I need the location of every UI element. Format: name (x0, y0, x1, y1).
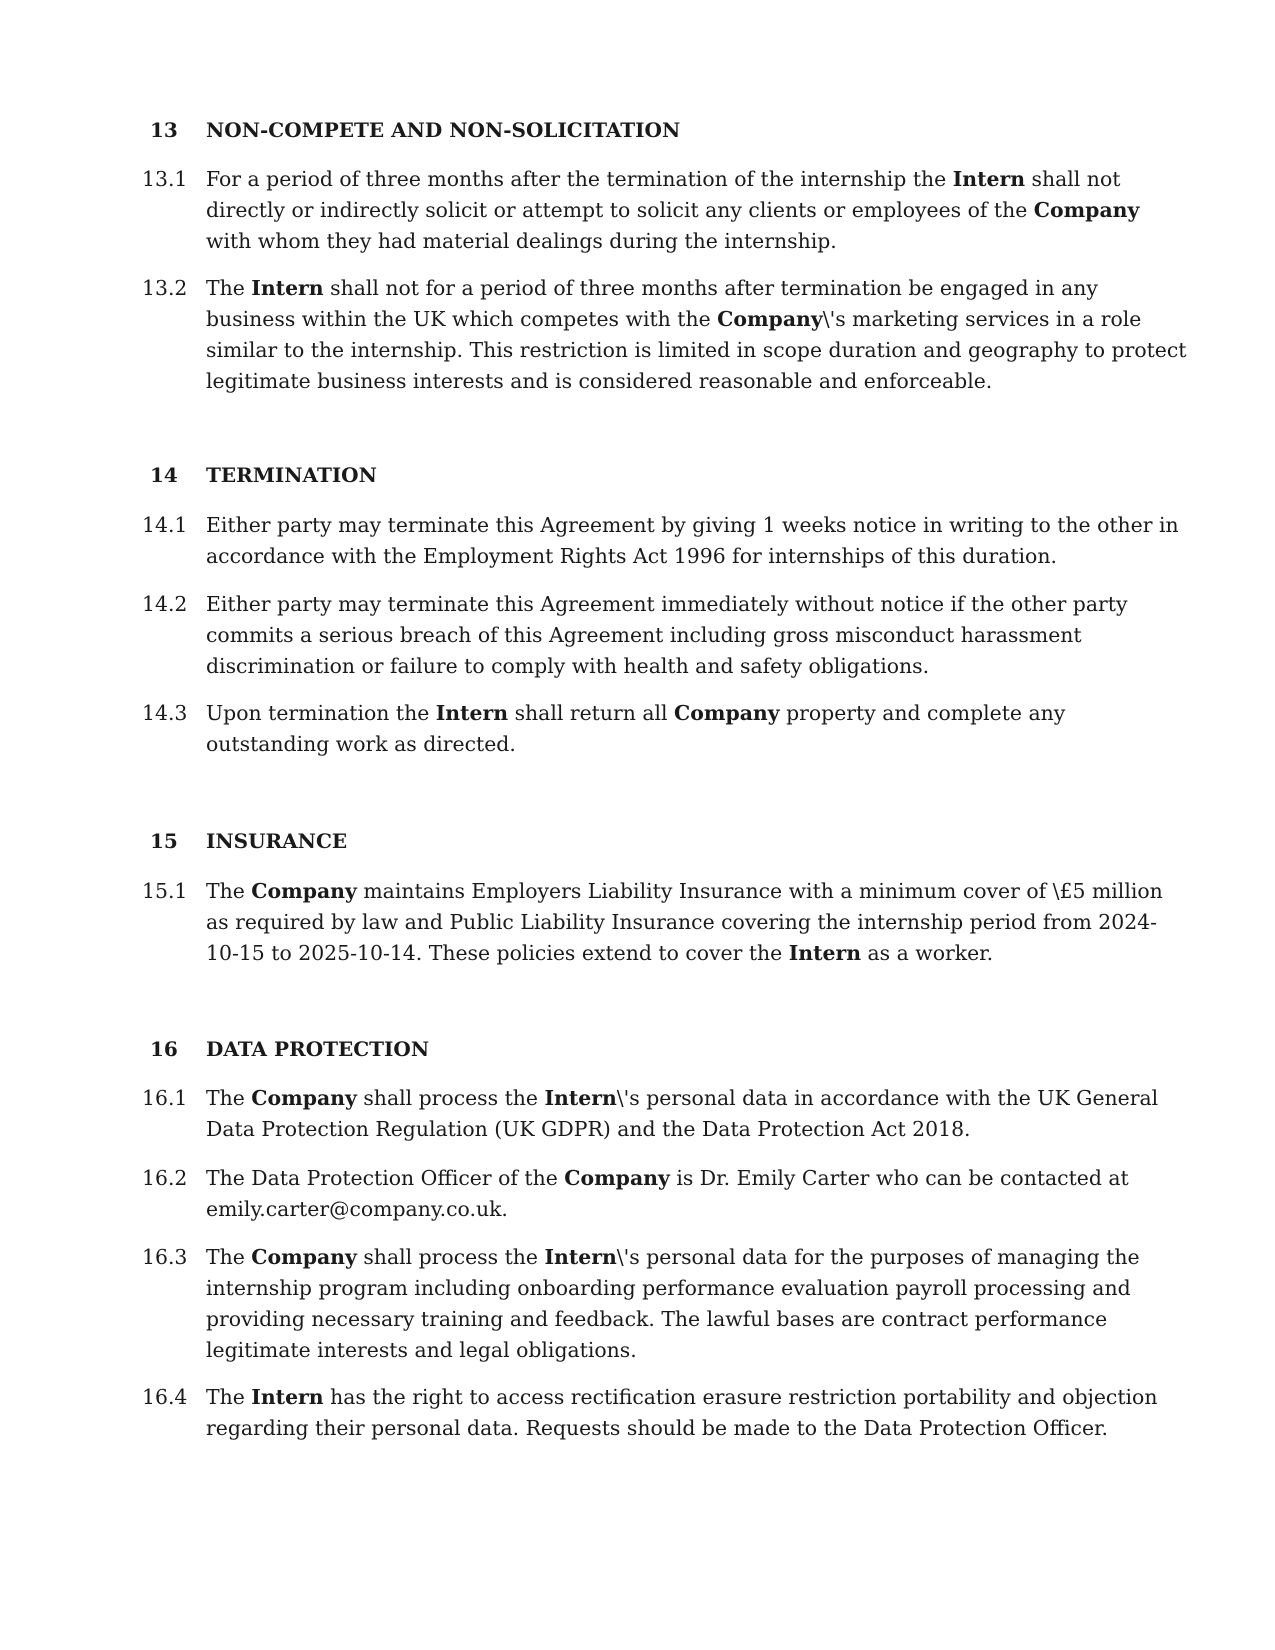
text-run: maintains Employers Liability Insurance with a minimum cover of \£5 million (356, 879, 1163, 903)
section-number: 15 (150, 829, 178, 853)
clause-number: 14.3 (142, 701, 188, 725)
text-run: The Data Protection Officer of the (206, 1166, 565, 1190)
defined-term: Intern (251, 1385, 324, 1409)
clause-line (206, 1413, 1108, 1444)
text-run: similar to the internship. This restriction is limited in scope duration and geography to protect (206, 338, 1187, 362)
text-run: with whom they had material dealings during the internship. (206, 229, 837, 253)
text-run: as required by law and Public Liability Insurance covering the internship period from 2024- (206, 910, 1158, 934)
text-run: The (206, 276, 252, 300)
text-run: regarding their personal data. Requests should be made to the Data Protection Officer. (206, 1416, 1109, 1440)
defined-term: Intern (544, 1245, 617, 1269)
clause-line (206, 698, 1065, 729)
clause-line (206, 304, 1141, 335)
clause-line (206, 651, 929, 682)
text-run: \'s marketing services in a role (822, 307, 1142, 331)
clause-line (206, 907, 1157, 938)
text-run: commits a serious breach of this Agreement including gross misconduct harassment (206, 623, 1082, 647)
section-title: DATA PROTECTION (206, 1037, 430, 1061)
text-run: shall process the (356, 1245, 545, 1269)
clause-line (206, 876, 1163, 907)
clause-line (206, 335, 1187, 366)
clause-line (206, 226, 837, 257)
clause-number: 15.1 (142, 879, 188, 903)
defined-term: Company (1033, 198, 1140, 222)
text-run: internship program including onboarding performance evaluation payroll processing and (206, 1276, 1131, 1300)
defined-term: Intern (435, 701, 509, 725)
clause-line (206, 164, 1120, 195)
text-run: Data Protection Regulation (UK GDPR) and the Data Protection Act 2018. (206, 1117, 971, 1141)
defined-term: Company (251, 1086, 357, 1110)
text-run: business within the UK which competes with the (206, 307, 718, 331)
section-number: 13 (150, 118, 178, 142)
clause-line (206, 273, 1098, 304)
clause-line (206, 510, 1179, 541)
section-number: 14 (150, 463, 178, 487)
clause-line (206, 729, 516, 760)
clause-line (206, 195, 1139, 226)
text-run: shall return all (508, 701, 675, 725)
text-run: Upon termination the (206, 701, 436, 725)
clause-number: 16.2 (142, 1166, 188, 1190)
text-run: directly or indirectly solicit or attempt to solicit any clients or employees of the (206, 198, 1034, 222)
clause-line (206, 1163, 1129, 1194)
clause-number: 16.1 (142, 1086, 188, 1110)
clause-line (206, 1335, 637, 1366)
clause-line (206, 1273, 1131, 1304)
defined-term: Intern (788, 941, 862, 965)
defined-term: Company (251, 879, 357, 903)
text-run: The (206, 1086, 252, 1110)
clause-line (206, 1083, 1158, 1114)
text-run: emily.carter@company.co.uk. (206, 1197, 508, 1221)
section-title: NON-COMPETE AND NON-SOLICITATION (206, 118, 681, 142)
clause-number: 13.2 (142, 276, 188, 300)
clause-line (206, 366, 992, 397)
text-run: shall process the (356, 1086, 545, 1110)
clause-line (206, 589, 1127, 620)
clause-number: 14.2 (142, 592, 188, 616)
defined-term: Intern (251, 276, 324, 300)
text-run: as a worker. (861, 941, 994, 965)
text-run: legitimate interests and legal obligations. (206, 1338, 637, 1362)
text-run: has the right to access rectification erasure restriction portability and objection (323, 1385, 1158, 1409)
clause-line (206, 541, 1057, 572)
clause-line (206, 620, 1082, 651)
text-run: property and complete any (779, 701, 1066, 725)
defined-term: Company (564, 1166, 670, 1190)
section-title: TERMINATION (206, 463, 377, 487)
clause-line (206, 1194, 508, 1225)
text-run: is Dr. Emily Carter who can be contacted at (669, 1166, 1129, 1190)
clause-number: 13.1 (142, 167, 188, 191)
defined-term: Intern (952, 167, 1026, 191)
text-run: legitimate business interests and is considered reasonable and enforceable. (206, 369, 993, 393)
defined-term: Company (717, 307, 823, 331)
text-run: The (206, 879, 252, 903)
defined-term: Company (674, 701, 780, 725)
clause-line (206, 1304, 1107, 1335)
text-run: The (206, 1245, 252, 1269)
clause-line (206, 1382, 1157, 1413)
clause-line (206, 938, 993, 969)
clause-number: 14.1 (142, 513, 188, 537)
section-number: 16 (150, 1037, 178, 1061)
text-run: shall not for a period of three months after termination be engaged in any (323, 276, 1098, 300)
text-run: \'s personal data in accordance with the UK General (616, 1086, 1159, 1110)
text-run: accordance with the Employment Rights Act 1996 for internships of this duration. (206, 544, 1057, 568)
text-run: Either party may terminate this Agreement by giving 1 weeks notice in writing to the other in (206, 513, 1179, 537)
clause-line (206, 1114, 971, 1145)
text-run: The (206, 1385, 252, 1409)
text-run: providing necessary training and feedback. The lawful bases are contract performance (206, 1307, 1108, 1331)
text-run: Either party may terminate this Agreement immediately without notice if the other party (206, 592, 1128, 616)
text-run: \'s personal data for the purposes of managing the (616, 1245, 1140, 1269)
defined-term: Intern (544, 1086, 617, 1110)
text-run: shall not (1025, 167, 1121, 191)
clause-line (206, 1242, 1140, 1273)
text-run: discrimination or failure to comply with health and safety obligations. (206, 654, 930, 678)
defined-term: Company (251, 1245, 357, 1269)
clause-number: 16.4 (142, 1385, 188, 1409)
text-run: outstanding work as directed. (206, 732, 516, 756)
text-run: 10-15 to 2025-10-14. These policies extend to cover the (206, 941, 789, 965)
clause-number: 16.3 (142, 1245, 188, 1269)
text-run: For a period of three months after the termination of the internship the (206, 167, 953, 191)
section-title: INSURANCE (206, 829, 348, 853)
